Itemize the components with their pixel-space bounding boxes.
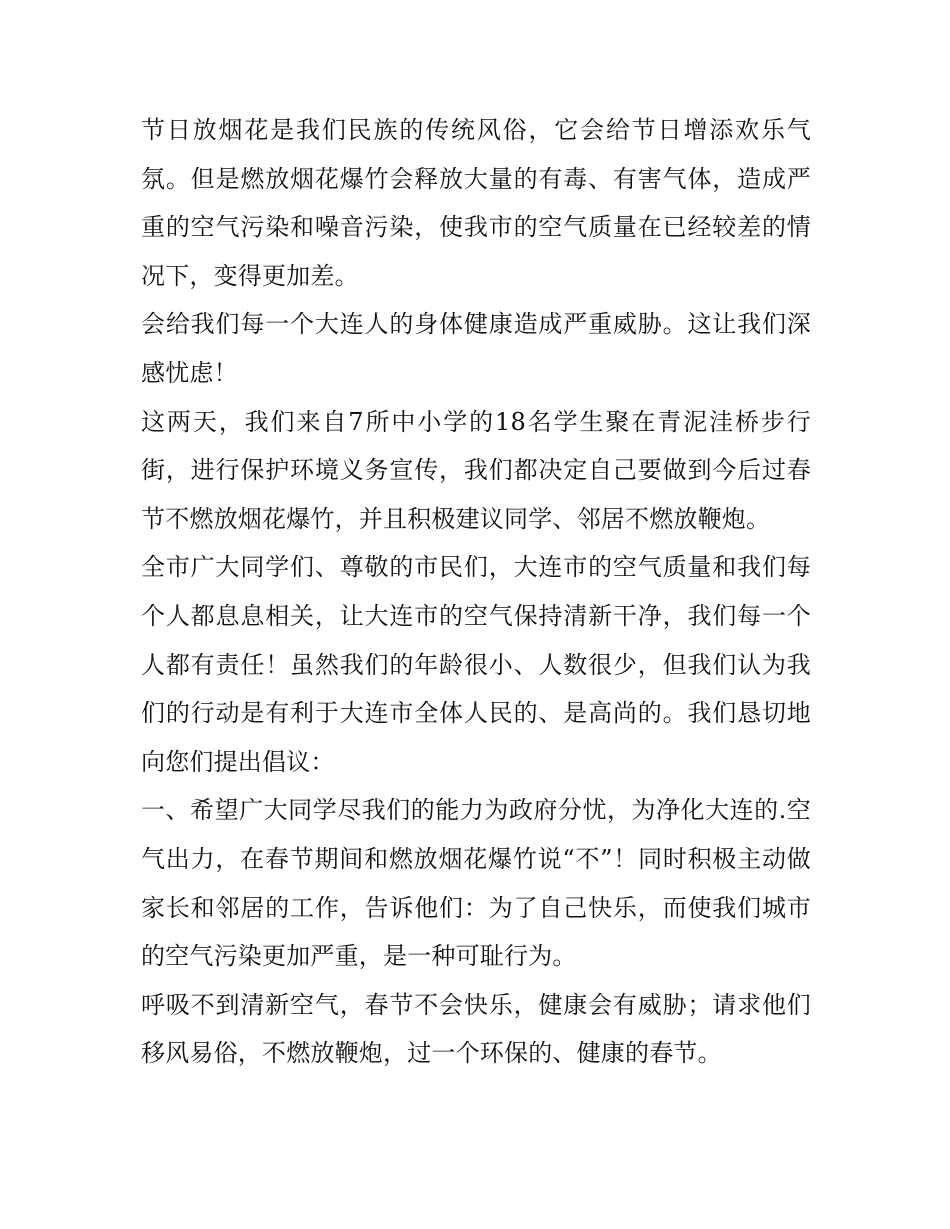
paragraph-health-concern: 会给我们每一个大连人的身体健康造成严重威胁。这让我们深感忧虑！ <box>141 310 811 387</box>
paragraph-appeal-to-citizens: 全市广大同学们、尊敬的市民们，大连市的空气质量和我们每个人都息息相关，让大连市的空气保持清新干净，我们每一个人都有责任！虽然我们的年龄很小、人数很少，但我们认为我们的行动是有利于大连市全体人民的、是高尚的。我们恳切地向您们提出倡议： <box>141 553 811 776</box>
paragraph-student-campaign: 这两天，我们来自7所中小学的18名学生聚在青泥洼桥步行街，进行保护环境义务宣传，我们都决定自己要做到今后过春节不燃放烟花爆竹，并且积极建议同学、邻居不燃放鞭炮。 <box>141 407 811 533</box>
document-body <box>141 106 811 1078</box>
paragraph-closing-request: 呼吸不到清新空气，春节不会快乐，健康会有威胁；请求他们移风易俗，不燃放鞭炮，过一个环保的、健康的春节。 <box>141 990 811 1068</box>
paragraph-proposal-one: 一、希望广大同学尽我们的能力为政府分忧，为净化大连的.空气出力，在春节期间和燃放烟花爆竹说“不”！同时积极主动做家长和邻居的工作，告诉他们：为了自己快乐，而使我们城市的空气污染更加严重，是一种可耻行为。 <box>141 796 811 971</box>
paragraph-fireworks-tradition: 节日放烟花是我们民族的传统风俗，它会给节日增添欢乐气氛。但是燃放烟花爆竹会释放大量的有毒、有害气体，造成严重的空气污染和噪音污染，使我市的空气质量在已经较差的情况下，变得更加差。 <box>141 116 811 290</box>
